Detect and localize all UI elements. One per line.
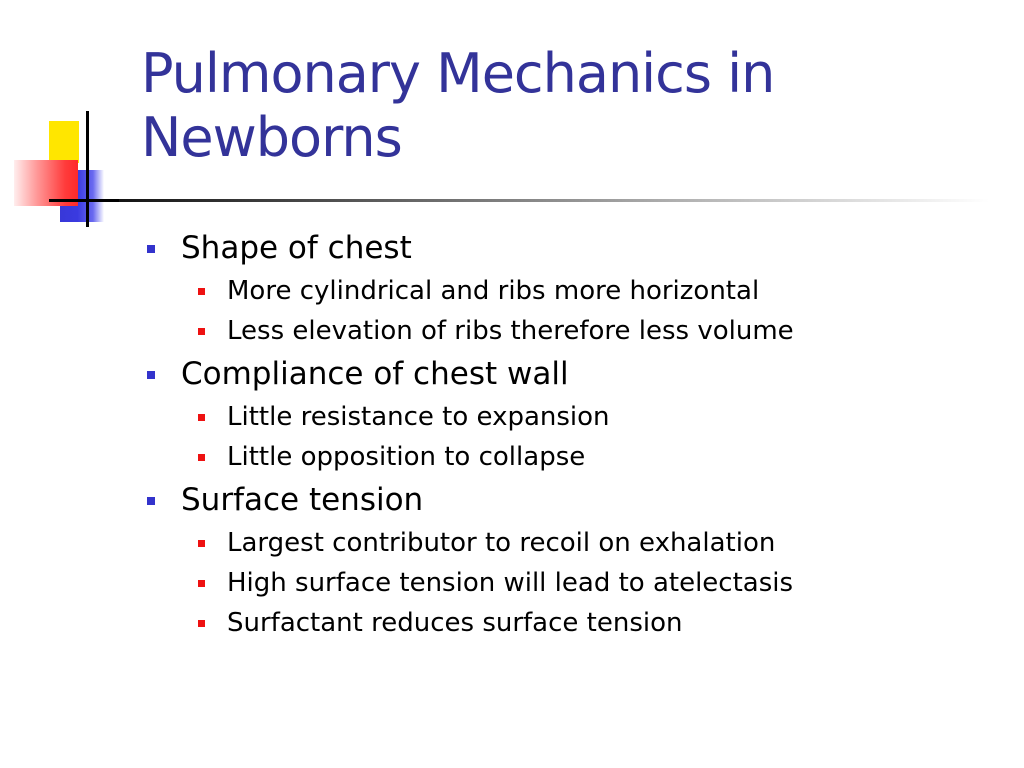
sub-bullet-text: Less elevation of ribs therefore less volume [227, 316, 794, 346]
square-bullet-icon [198, 580, 205, 587]
sub-bullet-list [145, 397, 1005, 477]
sub-bullet-item [145, 397, 1005, 437]
sub-bullet-text: Little resistance to expansion [227, 402, 610, 432]
square-bullet-icon [198, 328, 205, 335]
sub-bullet-list [145, 523, 1005, 643]
sub-bullet-item [145, 563, 1005, 603]
sub-bullet-text: High surface tension will lead to atelectasis [227, 568, 794, 598]
bullet-item [145, 229, 1005, 267]
sub-bullet-item [145, 523, 1005, 563]
bullet-text: Shape of chest [181, 230, 412, 266]
title-underline [49, 199, 989, 202]
bullet-item [145, 355, 1005, 393]
square-bullet-icon [147, 497, 155, 505]
square-bullet-icon [198, 414, 205, 421]
square-bullet-icon [198, 620, 205, 627]
yellow-square [49, 121, 79, 163]
sub-bullet-text: Surfactant reduces surface tension [227, 608, 683, 638]
slide-title: Pulmonary Mechanics in Newborns [141, 42, 775, 169]
sub-bullet-text: Largest contributor to recoil on exhalation [227, 528, 776, 558]
square-bullet-icon [147, 245, 155, 253]
bullet-item [145, 481, 1005, 519]
square-bullet-icon [198, 454, 205, 461]
sub-bullet-list [145, 271, 1005, 351]
slide-body [145, 225, 1005, 645]
sub-bullet-item [145, 311, 1005, 351]
horizontal-rule [49, 199, 119, 202]
sub-bullet-item [145, 271, 1005, 311]
square-bullet-icon [147, 371, 155, 379]
bullet-text: Surface tension [181, 482, 424, 518]
square-bullet-icon [198, 288, 205, 295]
vertical-rule [86, 111, 89, 227]
decorative-logo [0, 0, 150, 240]
bullet-text: Compliance of chest wall [181, 356, 569, 392]
sub-bullet-item [145, 437, 1005, 477]
square-bullet-icon [198, 540, 205, 547]
sub-bullet-text: More cylindrical and ribs more horizontal [227, 276, 760, 306]
sub-bullet-item [145, 603, 1005, 643]
sub-bullet-text: Little opposition to collapse [227, 442, 586, 472]
